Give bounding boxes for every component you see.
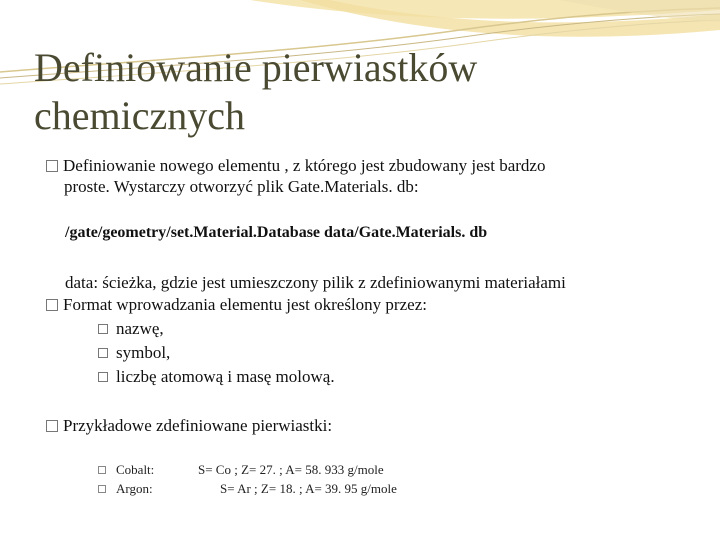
bullet-box-icon <box>46 160 58 172</box>
command-text: /gate/geometry/set.Material.Database data/Gate.Materials. db <box>65 224 488 241</box>
sub-bullet-box-icon <box>98 485 106 493</box>
example-def: S= Ar ; Z= 18. ; A= 39. 95 g/mole <box>220 481 397 496</box>
format-item-label: nazwę, <box>116 319 164 338</box>
sub-bullet-box-icon <box>98 466 106 474</box>
sub-bullet-box-icon <box>98 324 108 334</box>
data-note: data: ścieżka, gdzie jest umieszczony pilik z zdefiniowanymi materiałami <box>65 273 566 292</box>
example-name: Cobalt: <box>116 462 155 477</box>
bullet-intro-line2: proste. Wystarczy otworzyć plik Gate.Materials. db: <box>64 177 419 196</box>
format-item <box>98 343 170 363</box>
example-row <box>98 480 397 498</box>
bullet-box-icon <box>46 420 58 432</box>
bullet-format-text: Format wprowadzania elementu jest określony przez: <box>63 295 427 314</box>
bullet-box-icon <box>46 299 58 311</box>
bullet-intro <box>46 156 545 176</box>
format-item <box>98 367 335 387</box>
bullet-format <box>46 295 427 315</box>
format-item <box>98 319 164 339</box>
example-def: S= Co ; Z= 27. ; A= 58. 933 g/mole <box>198 462 384 477</box>
example-name: Argon: <box>116 481 153 496</box>
example-row <box>98 461 384 479</box>
sub-bullet-box-icon <box>98 348 108 358</box>
bullet-intro-line1: Definiowanie nowego elementu , z którego jest zbudowany jest bardzo <box>63 156 546 175</box>
sub-bullet-box-icon <box>98 372 108 382</box>
bullet-examples <box>46 416 332 436</box>
format-item-label: liczbę atomową i masę molową. <box>116 367 335 386</box>
page-title: Definiowanie pierwiastków chemicznych <box>34 45 478 138</box>
bullet-examples-text: Przykładowe zdefiniowane pierwiastki: <box>63 416 333 435</box>
format-item-label: symbol, <box>116 343 171 362</box>
